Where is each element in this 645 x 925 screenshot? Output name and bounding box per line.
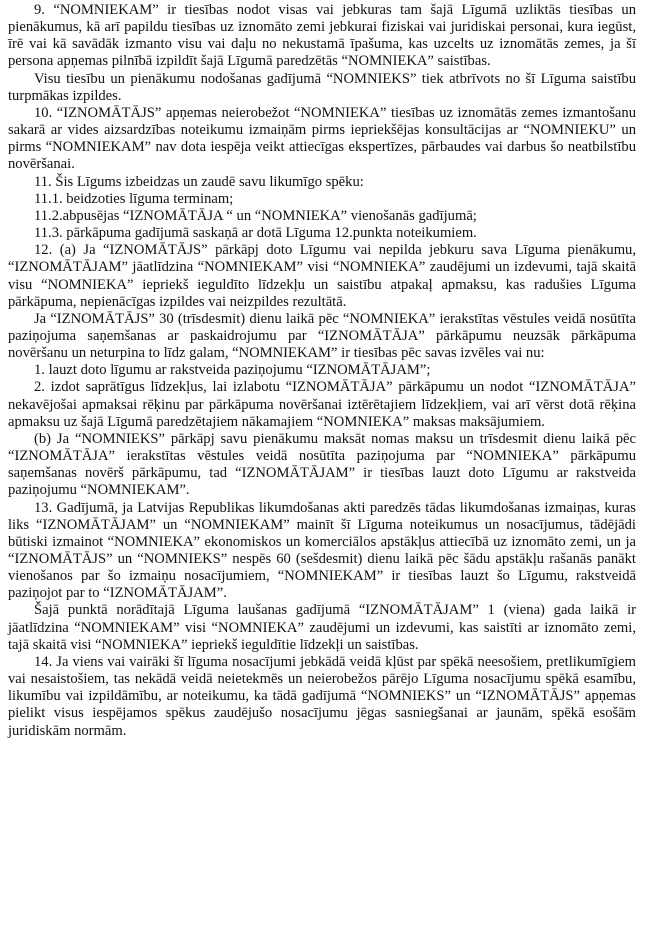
clause-11-1: 11.1. beidzoties līguma terminam;	[34, 190, 234, 207]
paragraph-9: 9. “NOMNIEKAM” ir tiesības nodot visas vai jebkuras tam šajā Līgumā uzliktās tiesības un pienākumus, kā arī papildu tiesības uz iznomāto zemi jebkurai fiziskai vai juridiskai personai, kura iegūst, īrē vai kā savādāk izmanto visu vai daļu no nekustamā īpašuma, kas uzcelts uz iznomātās zemes, ja šī persona apņemas pilnībā izpildīt šajā Līgumā paredzētās “NOMNIEKA” saistības.	[8, 2, 636, 70]
paragraph-12a: 12. (a) Ja “IZNOMĀTĀJS” pārkāpj doto Līgumu vai nepilda jebkuru sava Līguma pienākumu, “IZNOMĀTĀJAM” jāatlīdzina “NOMNIEKAM” visi “NOMNIEKA” zaudējumi un izdevumi, tajā skaitā visu “NOMNIEKA” iepriekš ieguldīto līdzekļu un saistību atpakaļ apmaksu, kas radušies Līguma pārkāpuma, nepienācīgas izpildes vai neizpildes rezultātā.	[8, 242, 636, 310]
paragraph-9-continuation: Visu tiesību un pienākumu nodošanas gadījumā “NOMNIEKS” tiek atbrīvots no šī Līguma saistību turpmākas izpildes.	[8, 70, 636, 104]
clause-11-3: 11.3. pārkāpuma gadījumā saskaņā ar dotā Līguma 12.punkta noteikumiem.	[34, 225, 477, 242]
option-1-terminate: 1. lauzt doto līgumu ar rakstveida paziņojumu “IZNOMĀTĀJAM”;	[34, 362, 431, 379]
paragraph-14: 14. Ja viens vai vairāki šī līguma nosacījumi jebkādā veidā kļūst par spēkā neesošiem, pretlikumīgiem vai nesaistošiem, tas nekādā veidā neietekmēs un neierobežos pārējo Līguma nosacījumu spēkā esamību, likumību vai izpildāmību, ar noteikumu, ka tādā gadījumā “NOMNIEKS” un “IZNOMĀTĀJS” apņemas pielikt visus iespējamos spēkus zaudējušo nosacījumu jēgas sasniegšanai ar jaunām, spēkā esošām juridiskām normām.	[8, 653, 636, 739]
paragraph-13-continuation: Šajā punktā norādītajā Līguma laušanas gadījumā “IZNOMĀTĀJAM” 1 (viena) gada laikā ir jāatlīdzina “NOMNIEKAM” visi “NOMNIEKA” zaudējumi un izdevumi, kas saistīti ar iznomāto zemi, tajā skaitā visi “NOMNIEKA” iepriekš ieguldītie līdzekļi un saistības.	[8, 602, 636, 653]
contract-page	[8, 2, 636, 740]
paragraph-12b: (b) Ja “NOMNIEKS” pārkāpj savu pienākumu maksāt nomas maksu un trīsdesmit dienu laikā pēc “IZNOMĀTĀJA” ierakstītas vēstules veidā nosūtīta paziņojuma par “NOMNIEKA” pārkāpumu saņemšanas novērš pārkāpumu, tad “IZNOMĀTĀJAM” ir tiesības lauzt doto Līgumu ar rakstveida paziņojumu “NOMNIEKAM”.	[8, 430, 636, 499]
paragraph-11: 11. Šis Līgums izbeidzas un zaudē savu likumīgo spēku:	[34, 173, 364, 190]
clause-11-2: 11.2.abpusējas “IZNOMĀTĀJA “ un “NOMNIEKA” vienošanās gadījumā;	[34, 207, 477, 224]
paragraph-12a-notice: Ja “IZNOMĀTĀJS” 30 (trīsdesmit) dienu laikā pēc “NOMNIEKA” ierakstītas vēstules veidā nosūtīta paziņojuma saņemšanas ar paskaidrojumu par “IZNOMĀTĀJA” pārkāpumu neuzsāk pārkāpuma novēršanu un neturpina to līdz galam, “NOMNIEKAM” ir tiesības pēc savas izvēles vai nu:	[8, 310, 636, 362]
option-2-remedy: 2. izdot saprātīgus līdzekļus, lai izlabotu “IZNOMĀTĀJA” pārkāpumu un nodot “IZNOMĀTĀJA” nekavējošai apmaksai rēķinu par pārkāpuma novēršanai iztērētajiem līdzekļiem, vai arī vērst dotā rēķina apmaksu uz šajā Līgumā paredzētajiem nākamajiem “NOMNIEKA” maksas maksājumiem.	[8, 379, 636, 430]
paragraph-10: 10. “IZNOMĀTĀJS” apņemas neierobežot “NOMNIEKA” tiesības uz iznomātās zemes izmantošanu sakarā ar vides aizsardzības noteikumu izmaiņām pirms iepriekšējas konsultācijas ar “NOMNIEKU” un pirms “NOMNIEKAM” nav dota iespēja veikt attiecīgas ekspertīzes, pārbaudes vai darbus šo neatbilstību novēršanai.	[8, 104, 636, 173]
paragraph-13: 13. Gadījumā, ja Latvijas Republikas likumdošanas akti paredzēs tādas likumdošanas izmaiņas, kuras liks “IZNOMĀTĀJAM” un “NOMNIEKAM” mainīt šī Līguma noteikumus un nosacījumus, tādējādi būtiski izmainot “NOMNIEKA” ekonomiskos un komerciālos apstākļus attiecībā uz iznomāto zemi, un ja “IZNOMĀTĀJS” un “NOMNIEKS” nespēs 60 (sešdesmit) dienu laikā pēc šādu apstākļu rašanās panākt vienošanos par šo izmaiņu nosacījumiem, “NOMNIEKAM” ir tiesības lauzt šo Līgumu, rakstveidā paziņojot par to “IZNOMĀTĀJAM”.	[8, 499, 636, 602]
